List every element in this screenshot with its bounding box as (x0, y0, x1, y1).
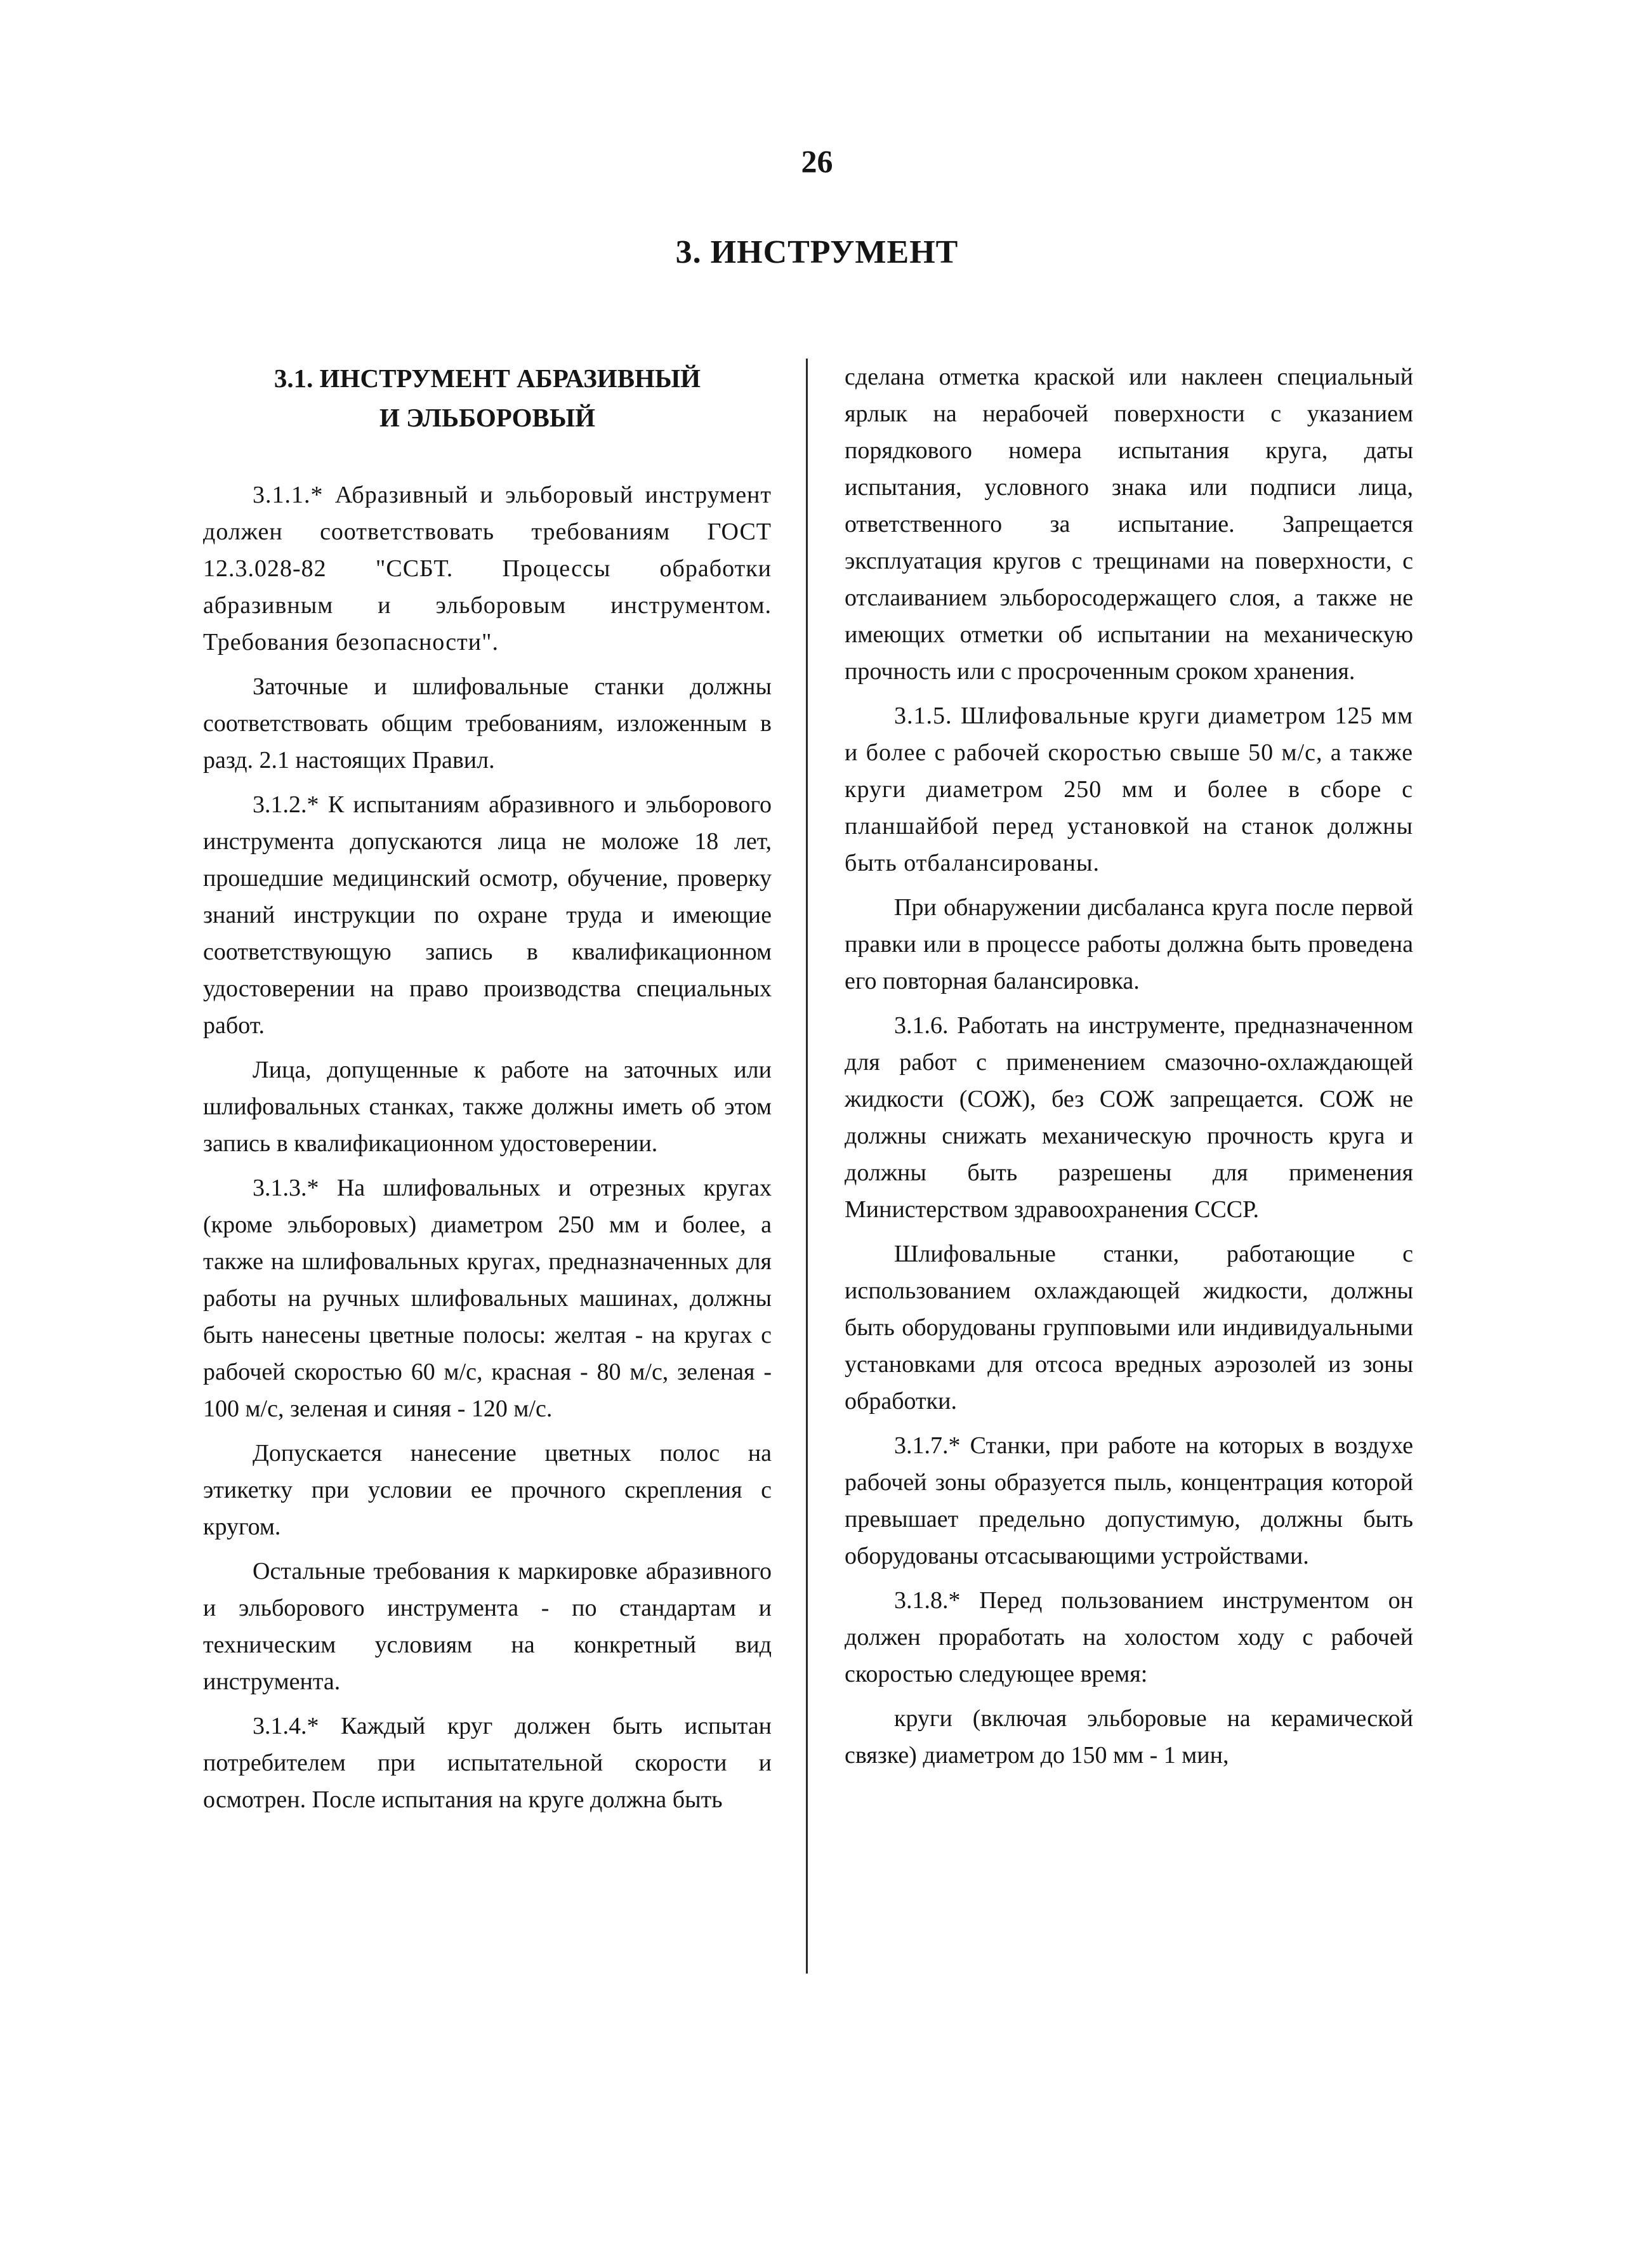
paragraph-3-1-8: 3.1.8.* Перед пользованием инструментом он должен проработать на холостом ходу с рабочей скоростью следующее время: (845, 1587, 1413, 1687)
paragraph-3-1-4: 3.1.4.* Каждый круг должен быть испытан потребителем при испытательной скорости и осмотрен. После испытания на круге должна быть (203, 1713, 772, 1813)
left-column (203, 359, 772, 1826)
paragraph-marking-requirements: Остальные требования к маркировке абразивного и эльборового инструмента - по стандартам и техническим условиям на конкретный вид инструмента. (203, 1558, 772, 1695)
paragraph-wheels-run-time: круги (включая эльборовые на керамической связке) диаметром до 150 мм - 1 мин, (845, 1705, 1413, 1769)
right-column (845, 359, 1413, 1781)
chapter-title: 3. ИНСТРУМЕНТ (675, 234, 959, 270)
paragraph-3-1-1: 3.1.1.* Абразивный и эльборовый инструмент должен соответствовать требованиям ГОСТ 12.3.028-82 "ССБТ. Процессы обработки абразивным и эльборовым инструментом. Требования безопасности". (203, 482, 772, 656)
paragraph-3-1-4-continued: сделана отметка краской или наклеен специальный ярлык на нерабочей поверхности с указанием порядкового номера испытания круга, даты испытания, условного знака или подписи лица, ответственного за испытание. Запрещается эксплуатация кругов с трещинами на поверхности, с отслаиванием эльборосодержащего слоя, а также не имеющих отметки об испытании на механическую прочность или с просроченным сроком хранения. (845, 364, 1413, 685)
paragraph-3-1-6: 3.1.6. Работать на инструменте, предназначенном для работ с применением смазочно-охлаждающей жидкости (СОЖ), без СОЖ запрещается. СОЖ не должны снижать механическую прочность круга и должны быть разрешены для применения Министерством здравоохранения СССР. (845, 1012, 1413, 1223)
section-heading-line-2: И ЭЛЬБОРОВЫЙ (379, 403, 595, 432)
page-number: 26 (801, 143, 833, 179)
paragraph-persons-admitted: Лица, допущенные к работе на заточных или шлифовальных станках, также должны иметь об этом запись в квалификационном удостоверении. (203, 1057, 772, 1157)
paragraph-colored-stripes-label: Допускается нанесение цветных полос на этикетку при условии ее прочного скрепления с кругом. (203, 1440, 772, 1540)
paragraph-3-1-7: 3.1.7.* Станки, при работе на которых в воздухе рабочей зоны образуется пыль, концентрация которой превышает предельно допустимую, должны быть оборудованы отсасывающими устройствами. (845, 1432, 1413, 1569)
column-divider (806, 359, 808, 1974)
paragraph-3-1-5: 3.1.5. Шлифовальные круги диаметром 125 мм и более с рабочей скоростью свыше 50 м/с, а также круги диаметром 250 мм и более в сборе с планшайбой перед установкой на станок должны быть отбалансированы. (845, 702, 1413, 876)
paragraph-coolant-machines: Шлифовальные станки, работающие с использованием охлаждающей жидкости, должны быть оборудованы групповыми или индивидуальными установками для отсоса вредных аэрозолей из зоны обработки. (845, 1241, 1413, 1414)
section-heading (203, 359, 772, 437)
paragraph-3-1-2: 3.1.2.* К испытаниям абразивного и эльборового инструмента допускаются лица не моложе 18 лет, прошедшие медицинский осмотр, обучение, проверку знаний инструкции по охране труда и имеющие соответствующую запись в квалификационном удостоверении на право производства специальных работ. (203, 791, 772, 1039)
paragraph-machines-requirements: Заточные и шлифовальные станки должны соответствовать общим требованиям, изложенным в разд. 2.1 настоящих Правил. (203, 673, 772, 774)
paragraph-imbalance: При обнаружении дисбаланса круга после первой правки или в процессе работы должна быть проведена его повторная балансировка. (845, 894, 1413, 994)
section-heading-line-1: 3.1. ИНСТРУМЕНТ АБРАЗИВНЫЙ (273, 364, 701, 393)
paragraph-3-1-3: 3.1.3.* На шлифовальных и отрезных кругах (кроме эльборовых) диаметром 250 мм и более, а также на шлифовальных кругах, предназначенных для работы на ручных шлифовальных машинах, должны быть нанесены цветные полосы: желтая - на кругах с рабочей скоростью 60 м/с, красная - 80 м/с, зеленая - 100 м/с, зеленая и синяя - 120 м/с. (203, 1175, 772, 1422)
